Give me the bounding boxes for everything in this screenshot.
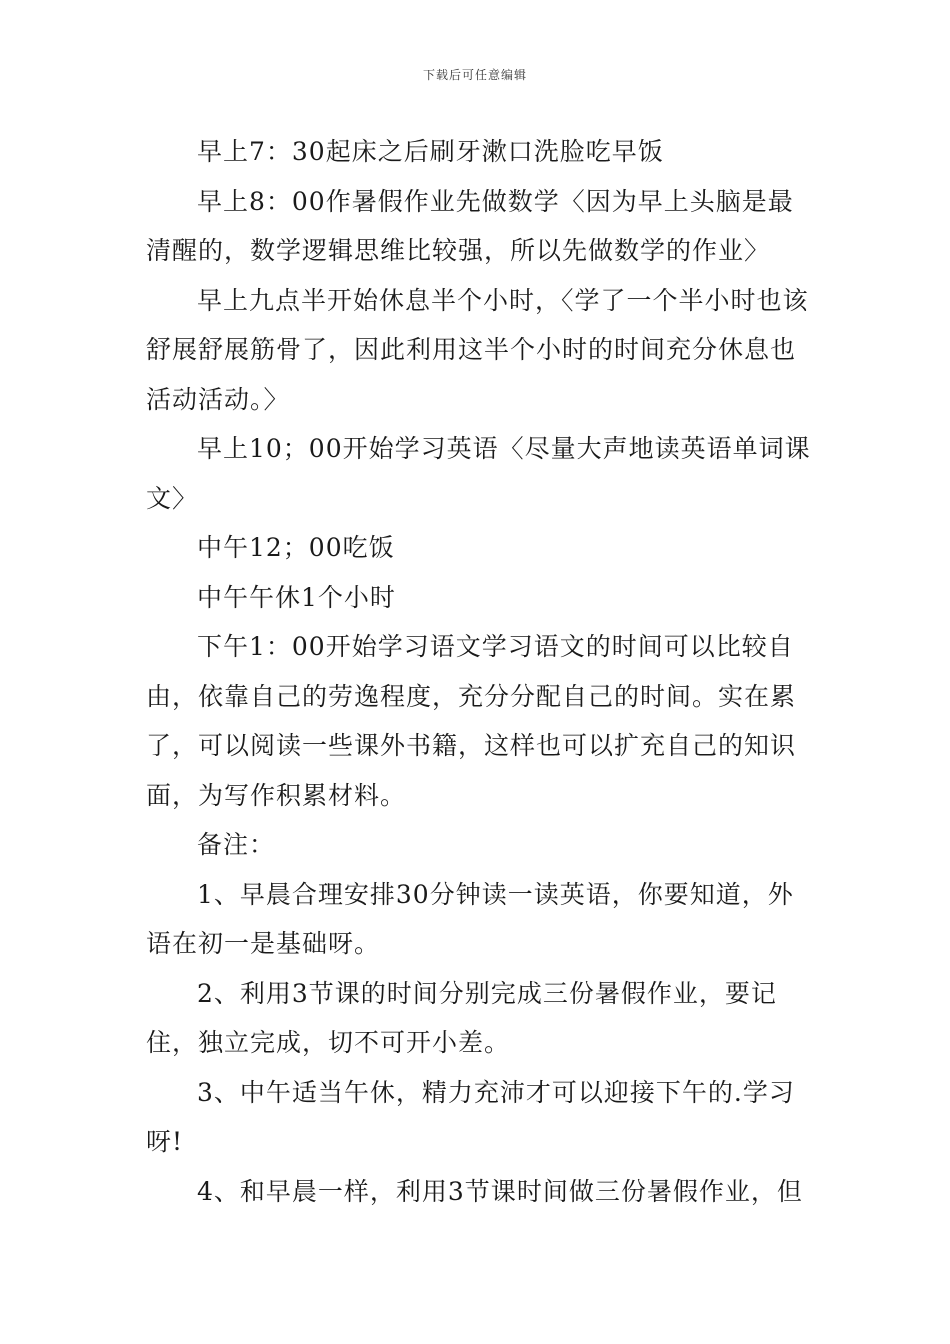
page-header: 下载后可任意编辑 bbox=[422, 68, 527, 82]
paragraph-wake-up: 早上7：30起床之后刷牙漱口洗脸吃早饭 bbox=[197, 137, 664, 166]
paragraph-notes-heading: 备注： bbox=[197, 830, 276, 859]
paragraph-english-study: 早上10；00开始学习英语〈尽量大声地读英语单词课文〉 bbox=[146, 434, 811, 513]
paragraph-rest-break: 早上九点半开始休息半个小时，〈学了一个半小时也该舒展舒展筋骨了，因此利用这半个小时的时间充分休息也活动活动。〉 bbox=[146, 285, 809, 414]
paragraph-math-homework: 早上8：00作暑假作业先做数学〈因为早上头脑是最清醒的，数学逻辑思维比较强，所以先做数学的作业〉 bbox=[146, 186, 794, 265]
paragraph-note-4: 4、和早晨一样，利用3节课时间做三份暑假作业，但 bbox=[197, 1176, 803, 1206]
paragraph-chinese-study: 下午1：00开始学习语文学习语文的时间可以比较自由，依靠自己的劳逸程度，充分分配自己的时间。实在累了，可以阅读一些课外书籍，这样也可以扩充自己的知识面，为写作积累材料。 bbox=[146, 632, 797, 810]
paragraph-note-3: 3、中午适当午休，精力充沛才可以迎接下午的.学习呀! bbox=[146, 1077, 795, 1156]
document-body bbox=[146, 127, 814, 1216]
paragraph-lunch: 中午12；00吃饭 bbox=[197, 533, 395, 562]
paragraph-note-2: 2、利用3节课的时间分别完成三份暑假作业，要记住，独立完成，切不可开小差。 bbox=[146, 978, 777, 1057]
paragraph-nap: 中午午休1个小时 bbox=[197, 582, 396, 612]
paragraph-note-1: 1、早晨合理安排30分钟读一读英语，你要知道，外语在初一是基础呀。 bbox=[146, 879, 794, 958]
